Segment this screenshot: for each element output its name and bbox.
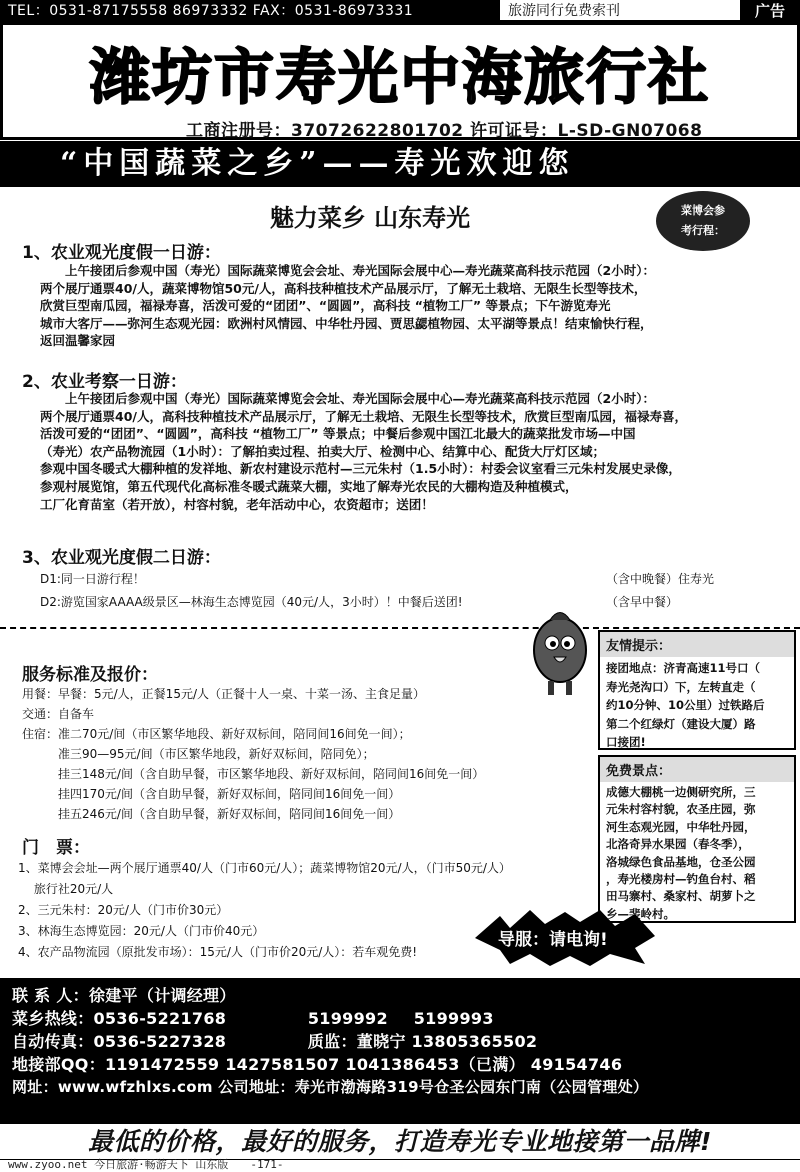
contact-block <box>0 978 800 1124</box>
tour3-d2: D2:游览国家AAAA级景区—林海生态博览园（40元/人，3小时）！中餐后送团! <box>40 595 463 609</box>
tour1-body <box>40 262 785 350</box>
contact-supervisor: 质监：董晓宁 13805365502 <box>307 1032 538 1051</box>
tour2-line: 上午接团后参观中国（寿光）国际蔬菜博览会会址、寿光国际会展中心—寿光蔬菜高科技示范园（2小时）： <box>40 391 655 406</box>
contact-hotline <box>12 1007 788 1030</box>
tip-line: 约10分钟、10公里）过铁路后 <box>606 698 765 712</box>
free-spot-line: 成德大棚桃一边侧研究所，三 <box>606 785 756 799</box>
hotline-3: 5199993 <box>413 1009 494 1028</box>
services-body <box>22 684 592 824</box>
tip-line: 第二个红绿灯（建设大厦）路 <box>606 716 756 731</box>
tour3-d1-note: （含中晚餐）住寿光 <box>606 572 715 586</box>
service-transport: 交通：自备车 <box>22 707 95 721</box>
free-spot-line: 河生态观光园，中华牡丹园， <box>606 819 756 834</box>
service-lodging: 挂四170元/间（含自助早餐，新好双标间，陪同间16间免一间） <box>22 787 401 801</box>
free-spot-line: 元朱村容村貌，农圣庄园，弥 <box>606 802 756 817</box>
bottom-slogan: 最低的价格，最好的服务，打造寿光专业地接第一品牌! <box>0 1124 800 1160</box>
ticket-item: 2、三元朱村：20元/人（门市价30元） <box>18 903 229 917</box>
tour2-line: 参观中国冬暖式大棚种植的发祥地、新农村建设示范村—三元朱村（1.5小时）：村委会议室看三元朱村发展史录像， <box>40 461 681 477</box>
tour3-heading: 3、农业观光度假二日游： <box>22 548 221 568</box>
tour1-line: 上午接团后参观中国（寿光）国际蔬菜博览会会址、寿光国际会展中心—寿光蔬菜高科技示范园（2小时）： <box>40 263 655 278</box>
tour1-line: 返回温馨家园 <box>40 333 116 349</box>
tel-fax: TEL：0531-87175558 86973332 FAX：0531-86973331 <box>0 0 500 22</box>
tour1-line: 城市大客厅——弥河生态观光园：欧洲村风情园、中华牡丹园、贾思勰植物园、太平湖等景点！结束愉快行程， <box>40 315 653 331</box>
expo-badge-line2: 考行程： <box>681 224 725 237</box>
tour1-heading: 1、农业观光度假一日游： <box>22 243 221 263</box>
service-lodging: 挂三148元/间（含自助早餐，市区繁华地段、新好双标间，陪同间16间免一间） <box>22 767 485 781</box>
guide-burst-text: 导服：请电询! <box>498 930 608 950</box>
tip-heading: 友情提示： <box>600 632 794 657</box>
tour2-line: （寿光）农产品物流园（1小时）：了解拍卖过程、拍卖大厅、检测中心、结算中心、配货大厅灯区域； <box>40 443 605 459</box>
free-spot-line: 北洛奇异水果园（春冬季）， <box>606 837 750 852</box>
free-spot-line: 乡—裴岭村。 <box>606 906 675 921</box>
tickets-heading: 门 票： <box>22 838 90 858</box>
hotline-2: 5199992 <box>307 1009 388 1028</box>
registration-info: 工商注册号：370726228017​02 许可证号：L-SD-GN07068 <box>186 121 703 141</box>
hotline-main: 菜乡热线：0536-5221768 <box>12 1009 227 1028</box>
tour2-line: 两个展厅通票40/人，高科技种植技术产品展示厅，了解无土栽培、无限生长型等技术，欣赏巨型南瓜园，福禄寿喜， <box>40 408 687 424</box>
tour3-d1: D1:同一日游行程！ <box>40 572 145 586</box>
contact-fax-row <box>12 1030 788 1053</box>
tip-line: 接团地点：济青高速11号口（ <box>606 661 761 675</box>
tip-line: 寿光尧沟口）下，左转直走（ <box>606 679 756 694</box>
contact-qq: 地接部QQ：1191472559 1427581507 1041386453（已满） 49154746 <box>12 1055 623 1074</box>
tip-line: 口接团! <box>606 735 646 749</box>
ad-badge: 广告 <box>740 0 800 22</box>
tagline: 旅游同行免费索刊 <box>508 3 620 19</box>
contact-fax: 自动传真：0536-5227328 <box>12 1032 227 1051</box>
tour3-d2-note: （含早中餐） <box>606 595 679 609</box>
free-spot-line: ，寿光楼房村—钓鱼台村、稻 <box>606 872 756 887</box>
service-lodging: 住宿：准二70元/间（市区繁华地段、新好双标间，陪同间16间免一间）； <box>22 727 411 741</box>
service-lodging: 准三90—95元/间（市区繁华地段，新好双标间，陪同免）； <box>22 747 375 761</box>
service-lodging: 挂五246元/间（含自助早餐，新好双标间，陪同间16间免一间） <box>22 807 401 821</box>
services-heading: 服务标准及报价： <box>22 665 158 685</box>
tour1-line: 两个展厅通票40/人，蔬菜博物馆50元/人，高科技种植技术产品展示厅，了解无土栽培、无限生长型等技术， <box>40 280 647 296</box>
tip-body <box>600 657 794 754</box>
contact-web: 网址：www.wfzhlxs.com 公司地址：寿光市渤海路319号仓圣公园东门南（公园管理处） <box>12 1078 649 1096</box>
tour2-line: 活泼可爱的“团团”、“圆圆”，高科技 “植物工厂” 等景点；中餐后参观中国江北最大的蔬菜批发市场—中国 <box>40 426 636 442</box>
tour1-line: 欣赏巨型南瓜园，福禄寿喜，活泼可爱的“团团”、“圆圆”，高科技 “植物工厂” 等景点；下午游览寿光 <box>40 298 611 314</box>
free-spots-body <box>600 782 794 925</box>
ticket-item: 1、菜博会会址—两个展厅通票40/人（门市60元/人）；蔬菜博物馆20元/人，（门市50元/人） <box>18 861 511 875</box>
main-title: 魅力菜乡 山东寿光 <box>269 203 471 232</box>
tip-box <box>598 630 796 750</box>
ticket-item: 旅行社20元/人 <box>18 882 114 896</box>
slogan-bar: “中国蔬菜之乡”——寿光欢迎您 <box>0 141 800 187</box>
divider <box>0 627 800 629</box>
free-spots-box <box>598 755 796 923</box>
free-spot-line: 洛城绿色食品基地，仓圣公园 <box>606 854 756 869</box>
service-meal: 用餐：早餐：5元/人，正餐15元/人（正餐十人一桌、十菜一汤、主食足量） <box>22 687 425 701</box>
tour2-body <box>40 390 795 513</box>
tour2-line: 参观村展览馆，第五代现代化高标准冬暖式蔬菜大棚，实地了解寿光农民的大棚构造及种植模式， <box>40 478 578 494</box>
contact-person: 联 系 人：徐建平（计调经理） <box>12 986 236 1005</box>
free-spot-line: 田马寨村、桑家村、胡萝卜之 <box>606 889 756 904</box>
ticket-item: 3、林海生态博览园：20元/人（门市价40元） <box>18 924 265 938</box>
tour2-heading: 2、农业考察一日游： <box>22 372 187 392</box>
ticket-item: 4、农产品物流园（原批发市场）：15元/人（门市价20元/人）：若车观免费! <box>18 945 418 959</box>
expo-badge <box>656 191 750 251</box>
tour2-line: 工厂化育苗室（若开放），村容村貌，老年活动中心，农资超市；送团！ <box>40 496 434 512</box>
footer: www.zyoo.net 今日旅游·畅游天下 山东版 -171- <box>8 1158 284 1171</box>
company-name: 潍坊市寿光中海旅行社 <box>90 43 710 113</box>
expo-badge-line1: 菜博会参 <box>681 204 725 217</box>
free-spots-heading: 免费景点： <box>600 757 794 782</box>
